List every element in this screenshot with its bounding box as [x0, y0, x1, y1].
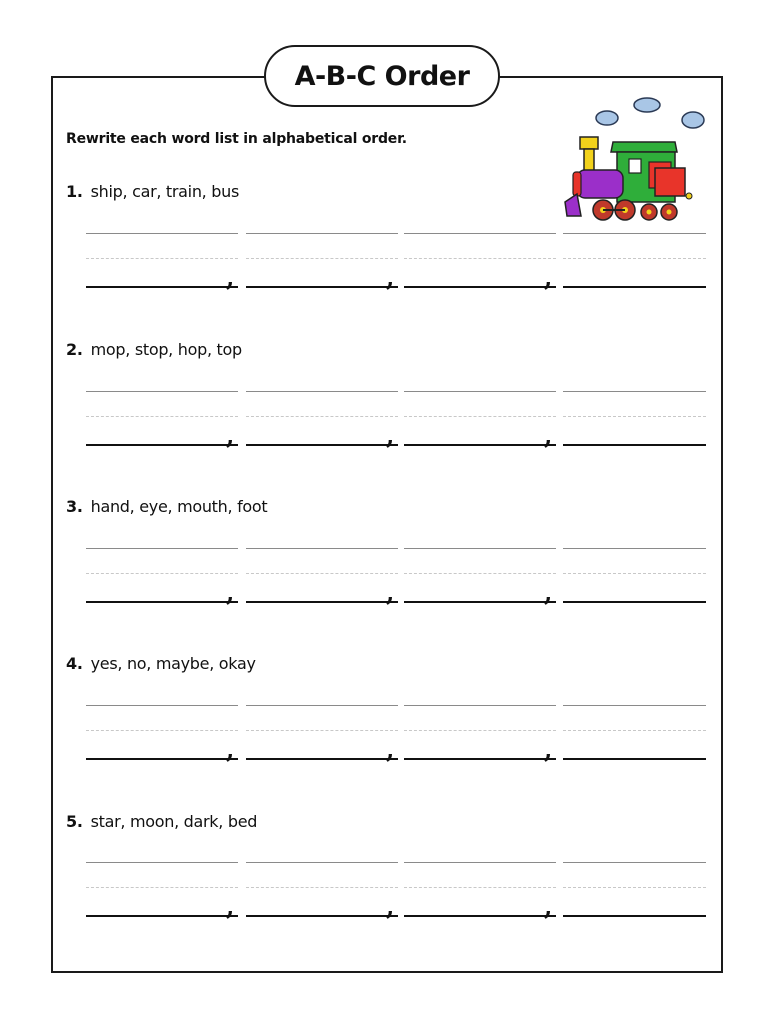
question-1	[66, 182, 239, 201]
answer-lines-4	[86, 705, 706, 765]
comma-separator: ,	[226, 263, 235, 292]
smoke-cloud-icon	[596, 98, 704, 128]
question-words: ship, car, train, bus	[90, 182, 239, 201]
train-illustration	[555, 90, 715, 230]
answer-lines-2	[86, 391, 706, 451]
comma-separator: ,	[226, 421, 235, 450]
comma-separator: ,	[544, 421, 553, 450]
question-words: yes, no, maybe, okay	[90, 654, 256, 673]
question-number: 3.	[66, 497, 83, 516]
comma-separator: ,	[226, 892, 235, 921]
comma-separator: ,	[386, 421, 395, 450]
question-number: 2.	[66, 340, 83, 359]
question-words: hand, eye, mouth, foot	[90, 497, 268, 516]
answer-lines-3	[86, 548, 706, 608]
question-words: mop, stop, hop, top	[90, 340, 242, 359]
comma-separator: ,	[544, 892, 553, 921]
comma-separator: ,	[544, 735, 553, 764]
question-number: 5.	[66, 812, 83, 831]
comma-separator: ,	[386, 578, 395, 607]
page-title: A-B-C Order	[294, 60, 470, 92]
comma-separator: ,	[386, 263, 395, 292]
question-5	[66, 812, 257, 831]
comma-separator: ,	[544, 578, 553, 607]
comma-separator: ,	[226, 578, 235, 607]
question-3	[66, 497, 267, 516]
question-number: 1.	[66, 182, 83, 201]
answer-lines-5	[86, 862, 706, 922]
question-words: star, moon, dark, bed	[90, 812, 258, 831]
question-4	[66, 654, 256, 673]
comma-separator: ,	[544, 263, 553, 292]
instructions-text: Rewrite each word list in alphabetical order.	[66, 131, 407, 147]
title-badge	[264, 45, 500, 107]
answer-lines-1	[86, 233, 706, 293]
question-2	[66, 340, 242, 359]
comma-separator: ,	[226, 735, 235, 764]
comma-separator: ,	[386, 892, 395, 921]
question-number: 4.	[66, 654, 83, 673]
comma-separator: ,	[386, 735, 395, 764]
